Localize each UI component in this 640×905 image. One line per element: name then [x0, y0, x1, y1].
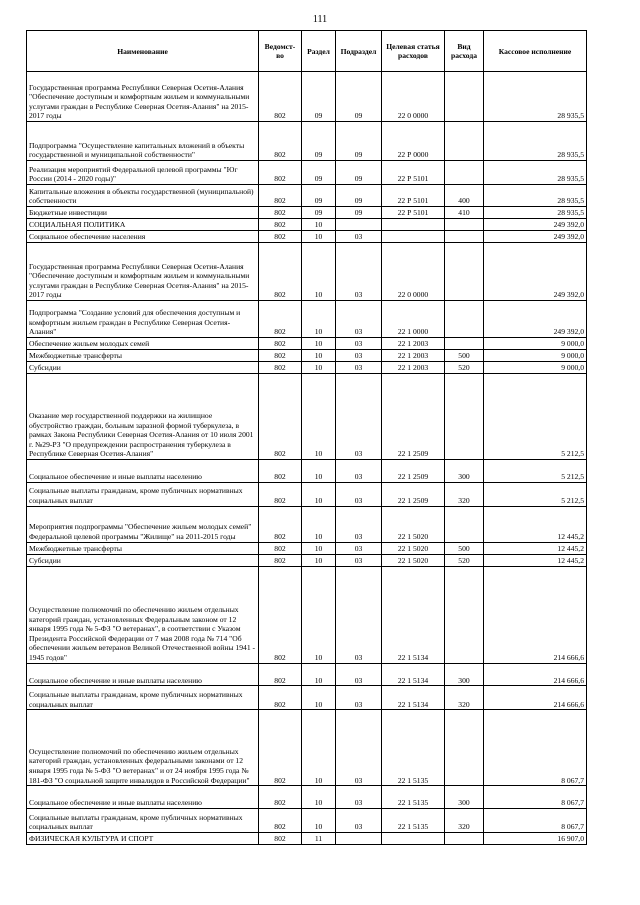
- row-name: Обеспечение жильем молодых семей: [27, 338, 259, 350]
- row-dept: 802: [259, 786, 302, 809]
- row-section: 10: [302, 374, 336, 460]
- row-dept: 802: [259, 362, 302, 374]
- row-section: 09: [302, 122, 336, 161]
- row-subsection: 03: [336, 506, 382, 542]
- row-name: Социальное обеспечение и иные выплаты населению: [27, 663, 259, 686]
- table-row: [27, 350, 587, 362]
- table-header-row: [27, 31, 587, 72]
- row-target: 22 1 2509: [382, 460, 445, 483]
- row-expense-type: 320: [445, 686, 484, 710]
- row-dept: 802: [259, 219, 302, 231]
- row-target: 22 1 2003: [382, 362, 445, 374]
- row-dept: 802: [259, 72, 302, 122]
- row-dept: 802: [259, 808, 302, 832]
- table-row: [27, 362, 587, 374]
- row-section: 10: [302, 231, 336, 243]
- row-name: Осуществление полномочий по обеспечению жильем отдельных категорий граждан, установленных Федеральным законом от 12 января 1995 года № 5-ФЗ "О ветеранах", в соответствии с Указом Президента Российской Федерации от 7 мая 2008 года № 714 "Об обеспечении жильем ветеранов Великой Отечественной войны 1941 - 1945 годов": [27, 566, 259, 663]
- row-name: Социальные выплаты гражданам, кроме публичных нормативных социальных выплат: [27, 482, 259, 506]
- row-target: 22 1 5134: [382, 663, 445, 686]
- row-expense-type: [445, 710, 484, 786]
- table-row: [27, 808, 587, 832]
- row-name: Межбюджетные трансферты: [27, 542, 259, 554]
- row-section: 10: [302, 219, 336, 231]
- row-dept: 802: [259, 542, 302, 554]
- row-name: Субсидии: [27, 362, 259, 374]
- row-subsection: 03: [336, 786, 382, 809]
- row-target: [382, 832, 445, 844]
- row-amount: 12 445,2: [484, 542, 587, 554]
- row-subsection: 09: [336, 185, 382, 207]
- row-section: 10: [302, 350, 336, 362]
- row-target: 22 1 2509: [382, 482, 445, 506]
- row-name: Субсидии: [27, 554, 259, 566]
- table-row: [27, 301, 587, 338]
- row-target: 22 1 2509: [382, 374, 445, 460]
- row-subsection: 03: [336, 460, 382, 483]
- row-dept: 802: [259, 663, 302, 686]
- row-amount: 12 445,2: [484, 506, 587, 542]
- table-row: [27, 161, 587, 185]
- row-section: 10: [302, 506, 336, 542]
- row-section: 11: [302, 832, 336, 844]
- row-target: [382, 231, 445, 243]
- row-section: 10: [302, 482, 336, 506]
- row-dept: 802: [259, 161, 302, 185]
- table-row: [27, 663, 587, 686]
- row-expense-type: [445, 301, 484, 338]
- row-dept: 802: [259, 243, 302, 301]
- row-expense-type: 410: [445, 207, 484, 219]
- row-subsection: 09: [336, 122, 382, 161]
- row-subsection: 03: [336, 808, 382, 832]
- row-amount: 28 935,5: [484, 72, 587, 122]
- page-number: 111: [312, 14, 328, 25]
- header-subsection: Подраздел: [336, 31, 382, 72]
- table-row: [27, 786, 587, 809]
- row-expense-type: 300: [445, 663, 484, 686]
- row-section: 10: [302, 243, 336, 301]
- row-subsection: 03: [336, 301, 382, 338]
- row-expense-type: [445, 832, 484, 844]
- row-target: [382, 219, 445, 231]
- table-row: [27, 243, 587, 301]
- budget-execution-table: [26, 30, 587, 845]
- row-subsection: 03: [336, 566, 382, 663]
- row-expense-type: 500: [445, 542, 484, 554]
- row-name: Социальное обеспечение и иные выплаты населению: [27, 786, 259, 809]
- row-dept: 802: [259, 832, 302, 844]
- row-section: 10: [302, 554, 336, 566]
- row-subsection: 03: [336, 374, 382, 460]
- row-dept: 802: [259, 338, 302, 350]
- table-row: [27, 72, 587, 122]
- row-target: 22 1 5135: [382, 710, 445, 786]
- header-amount: Кассовое исполнение: [484, 31, 587, 72]
- table-row: [27, 542, 587, 554]
- row-target: 22 1 5135: [382, 786, 445, 809]
- row-dept: 802: [259, 710, 302, 786]
- row-subsection: 03: [336, 554, 382, 566]
- row-expense-type: [445, 219, 484, 231]
- row-expense-type: 300: [445, 786, 484, 809]
- row-subsection: 03: [336, 542, 382, 554]
- row-target: 22 1 2003: [382, 338, 445, 350]
- row-section: 10: [302, 362, 336, 374]
- row-target: 22 1 0000: [382, 301, 445, 338]
- row-section: 09: [302, 185, 336, 207]
- table-row: [27, 338, 587, 350]
- row-target: 22 Р 5101: [382, 185, 445, 207]
- table-row: [27, 122, 587, 161]
- row-name: Социальные выплаты гражданам, кроме публичных нормативных социальных выплат: [27, 686, 259, 710]
- row-amount: 12 445,2: [484, 554, 587, 566]
- row-dept: 802: [259, 301, 302, 338]
- row-subsection: 03: [336, 338, 382, 350]
- row-amount: 249 392,0: [484, 301, 587, 338]
- row-subsection: 03: [336, 243, 382, 301]
- row-section: 10: [302, 301, 336, 338]
- row-dept: 802: [259, 122, 302, 161]
- row-amount: 16 907,0: [484, 832, 587, 844]
- table-row: [27, 482, 587, 506]
- row-subsection: 03: [336, 710, 382, 786]
- row-name: Социальные выплаты гражданам, кроме публичных нормативных социальных выплат: [27, 808, 259, 832]
- row-amount: 28 935,5: [484, 161, 587, 185]
- row-section: 10: [302, 542, 336, 554]
- table-row: [27, 231, 587, 243]
- row-section: 10: [302, 663, 336, 686]
- row-amount: 8 067,7: [484, 710, 587, 786]
- row-section: 10: [302, 460, 336, 483]
- row-name: Осуществление полномочий по обеспечению жильем отдельных категорий граждан, установленных федеральными законами от 12 января 1995 года № 5-ФЗ "О ветеранах" и от 24 ноября 1995 года № 181-ФЗ "О социальной защите инвалидов в Российской Федерации": [27, 710, 259, 786]
- table-row: [27, 566, 587, 663]
- table-row: [27, 506, 587, 542]
- row-expense-type: 520: [445, 362, 484, 374]
- row-target: 22 0 0000: [382, 243, 445, 301]
- row-amount: 5 212,5: [484, 374, 587, 460]
- row-name: Социальное обеспечение и иные выплаты населению: [27, 460, 259, 483]
- row-subsection: [336, 832, 382, 844]
- row-subsection: 03: [336, 482, 382, 506]
- row-dept: 802: [259, 554, 302, 566]
- row-subsection: 03: [336, 686, 382, 710]
- row-amount: 8 067,7: [484, 786, 587, 809]
- row-name: Реализация мероприятий Федеральной целевой программы "Юг России (2014 - 2020 годы)": [27, 161, 259, 185]
- row-amount: 5 212,5: [484, 482, 587, 506]
- row-name: Оказание мер государственной поддержки на жилищное обустройство граждан, больным заразной формой туберкулеза, в рамках Закона Республики Северная Осетия-Алания от 10 июля 2001 г. №29-РЗ "О предупреждении распространения туберкулеза в Республике Северная Осетия-Алания": [27, 374, 259, 460]
- row-subsection: 03: [336, 663, 382, 686]
- row-dept: 802: [259, 566, 302, 663]
- row-dept: 802: [259, 231, 302, 243]
- row-amount: 8 067,7: [484, 808, 587, 832]
- row-target: 22 1 5135: [382, 808, 445, 832]
- row-expense-type: [445, 566, 484, 663]
- row-amount: 9 000,0: [484, 362, 587, 374]
- table-row: [27, 554, 587, 566]
- row-expense-type: 400: [445, 185, 484, 207]
- row-section: 09: [302, 207, 336, 219]
- row-dept: 802: [259, 482, 302, 506]
- row-amount: 249 392,0: [484, 243, 587, 301]
- row-amount: 5 212,5: [484, 460, 587, 483]
- table-row: [27, 219, 587, 231]
- row-expense-type: [445, 338, 484, 350]
- row-dept: 802: [259, 506, 302, 542]
- row-expense-type: [445, 374, 484, 460]
- row-expense-type: [445, 161, 484, 185]
- row-name: Бюджетные инвестиции: [27, 207, 259, 219]
- row-name: Социальное обеспечение населения: [27, 231, 259, 243]
- row-name: Государственная программа Республики Северная Осетия-Алания "Обеспечение доступным и комфортным жильем и коммунальными услугами граждан в Республике Северная Осетия-Алания" на 2015-2017 годы: [27, 72, 259, 122]
- row-name: Государственная программа Республики Северная Осетия-Алания "Обеспечение доступным и комфортным жильем и коммунальными услугами граждан в Республике Северная Осетия-Алания" на 2015-2017 годы: [27, 243, 259, 301]
- row-section: 10: [302, 710, 336, 786]
- row-expense-type: [445, 122, 484, 161]
- row-target: 22 1 2003: [382, 350, 445, 362]
- row-name: Подпрограмма "Создание условий для обеспечения доступным и комфортным жильем граждан в Республике Северная Осетия-Алания": [27, 301, 259, 338]
- header-dept: Ведомст-во: [259, 31, 302, 72]
- row-target: 22 Р 5101: [382, 207, 445, 219]
- row-amount: 249 392,0: [484, 231, 587, 243]
- row-name: Подпрограмма "Осуществление капитальных вложений в объекты государственной и муниципальной собственности": [27, 122, 259, 161]
- row-dept: 802: [259, 374, 302, 460]
- table-row: [27, 460, 587, 483]
- row-target: 22 1 5020: [382, 506, 445, 542]
- row-expense-type: [445, 243, 484, 301]
- row-target: 22 1 5134: [382, 686, 445, 710]
- row-expense-type: 320: [445, 482, 484, 506]
- row-section: 10: [302, 786, 336, 809]
- table-row: [27, 832, 587, 844]
- row-subsection: 09: [336, 207, 382, 219]
- header-section: Раздел: [302, 31, 336, 72]
- row-expense-type: [445, 231, 484, 243]
- row-expense-type: 500: [445, 350, 484, 362]
- table-row: [27, 207, 587, 219]
- row-amount: 9 000,0: [484, 350, 587, 362]
- row-name: ФИЗИЧЕСКАЯ КУЛЬТУРА И СПОРТ: [27, 832, 259, 844]
- table-row: [27, 374, 587, 460]
- table-row: [27, 686, 587, 710]
- row-target: 22 1 5134: [382, 566, 445, 663]
- row-dept: 802: [259, 185, 302, 207]
- row-section: 10: [302, 686, 336, 710]
- row-amount: 28 935,5: [484, 185, 587, 207]
- row-expense-type: 300: [445, 460, 484, 483]
- row-expense-type: 520: [445, 554, 484, 566]
- row-target: 22 1 5020: [382, 554, 445, 566]
- row-subsection: 09: [336, 72, 382, 122]
- row-section: 10: [302, 338, 336, 350]
- header-expense-type: Вид расхода: [445, 31, 484, 72]
- row-name: Капитальные вложения в объекты государственной (муниципальной) собственности: [27, 185, 259, 207]
- row-dept: 802: [259, 686, 302, 710]
- row-amount: 9 000,0: [484, 338, 587, 350]
- row-subsection: 03: [336, 231, 382, 243]
- row-amount: 214 666,6: [484, 566, 587, 663]
- row-target: 22 Р 5101: [382, 161, 445, 185]
- row-dept: 802: [259, 350, 302, 362]
- row-section: 09: [302, 72, 336, 122]
- row-section: 09: [302, 161, 336, 185]
- row-section: 10: [302, 566, 336, 663]
- row-subsection: 09: [336, 161, 382, 185]
- row-subsection: 03: [336, 362, 382, 374]
- row-amount: 214 666,6: [484, 663, 587, 686]
- header-name: Наименование: [27, 31, 259, 72]
- row-target: 22 1 5020: [382, 542, 445, 554]
- row-expense-type: 320: [445, 808, 484, 832]
- row-amount: 249 392,0: [484, 219, 587, 231]
- header-target: Целевая статья расходов: [382, 31, 445, 72]
- row-name: Межбюджетные трансферты: [27, 350, 259, 362]
- row-target: 22 Р 0000: [382, 122, 445, 161]
- row-target: 22 0 0000: [382, 72, 445, 122]
- row-section: 10: [302, 808, 336, 832]
- row-name: СОЦИАЛЬНАЯ ПОЛИТИКА: [27, 219, 259, 231]
- row-subsection: 03: [336, 350, 382, 362]
- row-subsection: [336, 219, 382, 231]
- row-dept: 802: [259, 207, 302, 219]
- row-amount: 28 935,5: [484, 207, 587, 219]
- row-name: Мероприятия подпрограммы "Обеспечение жильем молодых семей" Федеральной целевой программы "Жилище" на 2011-2015 годы: [27, 506, 259, 542]
- row-amount: 214 666,6: [484, 686, 587, 710]
- row-expense-type: [445, 506, 484, 542]
- row-expense-type: [445, 72, 484, 122]
- table-row: [27, 185, 587, 207]
- table-row: [27, 710, 587, 786]
- row-dept: 802: [259, 460, 302, 483]
- row-amount: 28 935,5: [484, 122, 587, 161]
